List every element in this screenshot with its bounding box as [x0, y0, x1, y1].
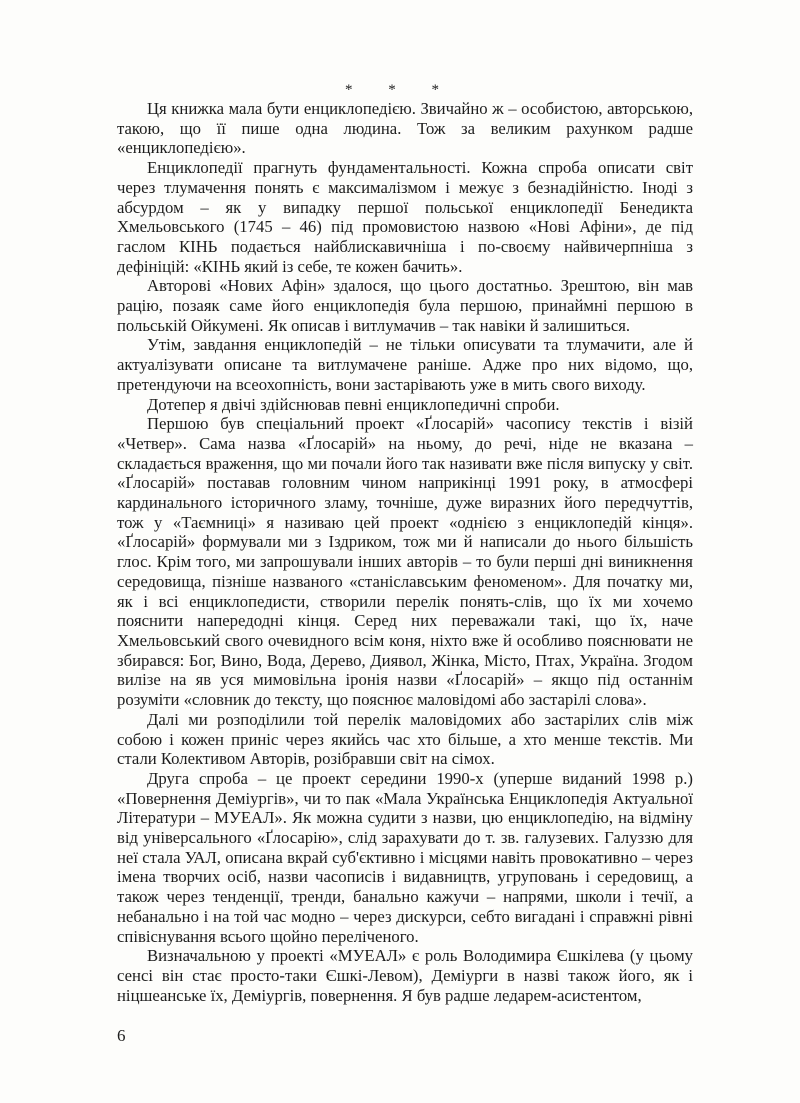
page-number: 6 — [117, 1026, 126, 1045]
paragraph: Утім, завдання енциклопедій – не тільки описувати та тлумачити, але й актуалізувати описане та витлумачене раніше. Адже про них відомо, що, претендуючи на всеохопність, вони застарівають уже в мить свого виходу. — [117, 335, 693, 394]
paragraph: Першою був спеціальний проект «Ґлосарій» часопису текстів і візій «Четвер». Сама назва «Ґлосарій» на ньому, до речі, ніде не вказана – складається враження, що ми почали його так називати вже після випуску у світ. «Ґлосарій» поставав головним чином наприкінці 1991 року, в атмосфері кардинального історичного зламу, точніше, дуже виразних його передчуттів, тож у «Таємниці» я називаю цей проект «однією з енциклопедій кінця». «Ґлосарій» формували ми з Іздриком, тож ми й написали до нього більшість глос. Крім того, ми запрошували інших авторів – то були перші дні виникнення середовища, пізніше названого «станіславським феноменом». Для початку ми, як і всі енциклопедисти, створили перелік понять-слів, що їх ми хочемо пояснити напередодні кінця. Серед них переважали такі, що їх, наче Хмельовський свого очевидного всім коня, ніхто вже й особливо пояснювати не збирався: Бог, Вино, Вода, Дерево, Диявол, Жінка, Місто, Птах, Україна. Згодом вилізе на яв уся мимовільна іронія назви «Ґлосарій» – якщо під останнім розуміти «словник до тексту, що пояснює маловідомі або застарілі слова». — [117, 414, 693, 710]
paragraph: Друга спроба – це проект середини 1990-х (уперше виданий 1998 р.) «Повернення Деміургів», чи то пак «Мала Українська Енциклопедія Актуальної Літератури – МУЕАЛ». Як можна судити з назви, цю енциклопедію, на відміну від універсального «Ґлосарію», слід зарахувати до т. зв. галузевих. Галуззю для неї стала УАЛ, описана вкрай суб'єктивно і місцями навіть провокативно – через імена творчих осіб, назви часописів і видавництв, угруповань і середовищ, а також через тенденції, тренди, банально кажучи – напрями, школи і течії, а небанально і на той час модно – через дискурси, себто вигадані і справжні рівні співіснування всього щойно переліченого. — [117, 768, 693, 946]
body-text — [117, 99, 693, 1005]
paragraph: Визначальною у проекті «МУЕАЛ» є роль Володимира Єшкілева (у цьому сенсі він стає просто-таки Єшкі-Левом), Деміурги в назві також його, як і ніцшеанське їх, Деміургів, повернення. Я був радше ледарем-асистентом, — [117, 946, 693, 1005]
paragraph: Дотепер я двічі здійснював певні енциклопедичні спроби. — [147, 394, 560, 414]
paragraph: Авторові «Нових Афін» здалося, що цього достатньо. Зрештою, він мав рацію, позаяк саме його енциклопедія була першою, принаймні першою в польській Ойкумені. Як описав і витлумачив – так навіки й залишиться. — [117, 276, 693, 335]
paragraph: Далі ми розподілили той перелік маловідомих або застарілих слів між собою і кожен приніс через якийсь час хто більше, а хто менше текстів. Ми стали Колективом Авторів, розібравши світ на сімох. — [117, 709, 693, 769]
section-separator: * * * — [345, 82, 455, 98]
paragraph: Ця книжка мала бути енциклопедією. Звичайно ж – особистою, авторською, такою, що її пише одна людина. Тож за великим рахунком радше «енциклопедією». — [117, 99, 693, 158]
paragraph: Енциклопедії прагнуть фундаментальності. Кожна спроба описати світ через тлумачення понять є максималізмом і межує з безнадійністю. Іноді з абсурдом – як у випадку першої польської енциклопедії Бенедикта Хмельовського (1745 – 46) під промовистою назвою «Нові Афіни», де під гаслом КІНЬ подається найблискавичніша і по-своєму найвичерпніша з дефініцій: «КІНЬ який із себе, те кожен бачить». — [117, 158, 693, 276]
